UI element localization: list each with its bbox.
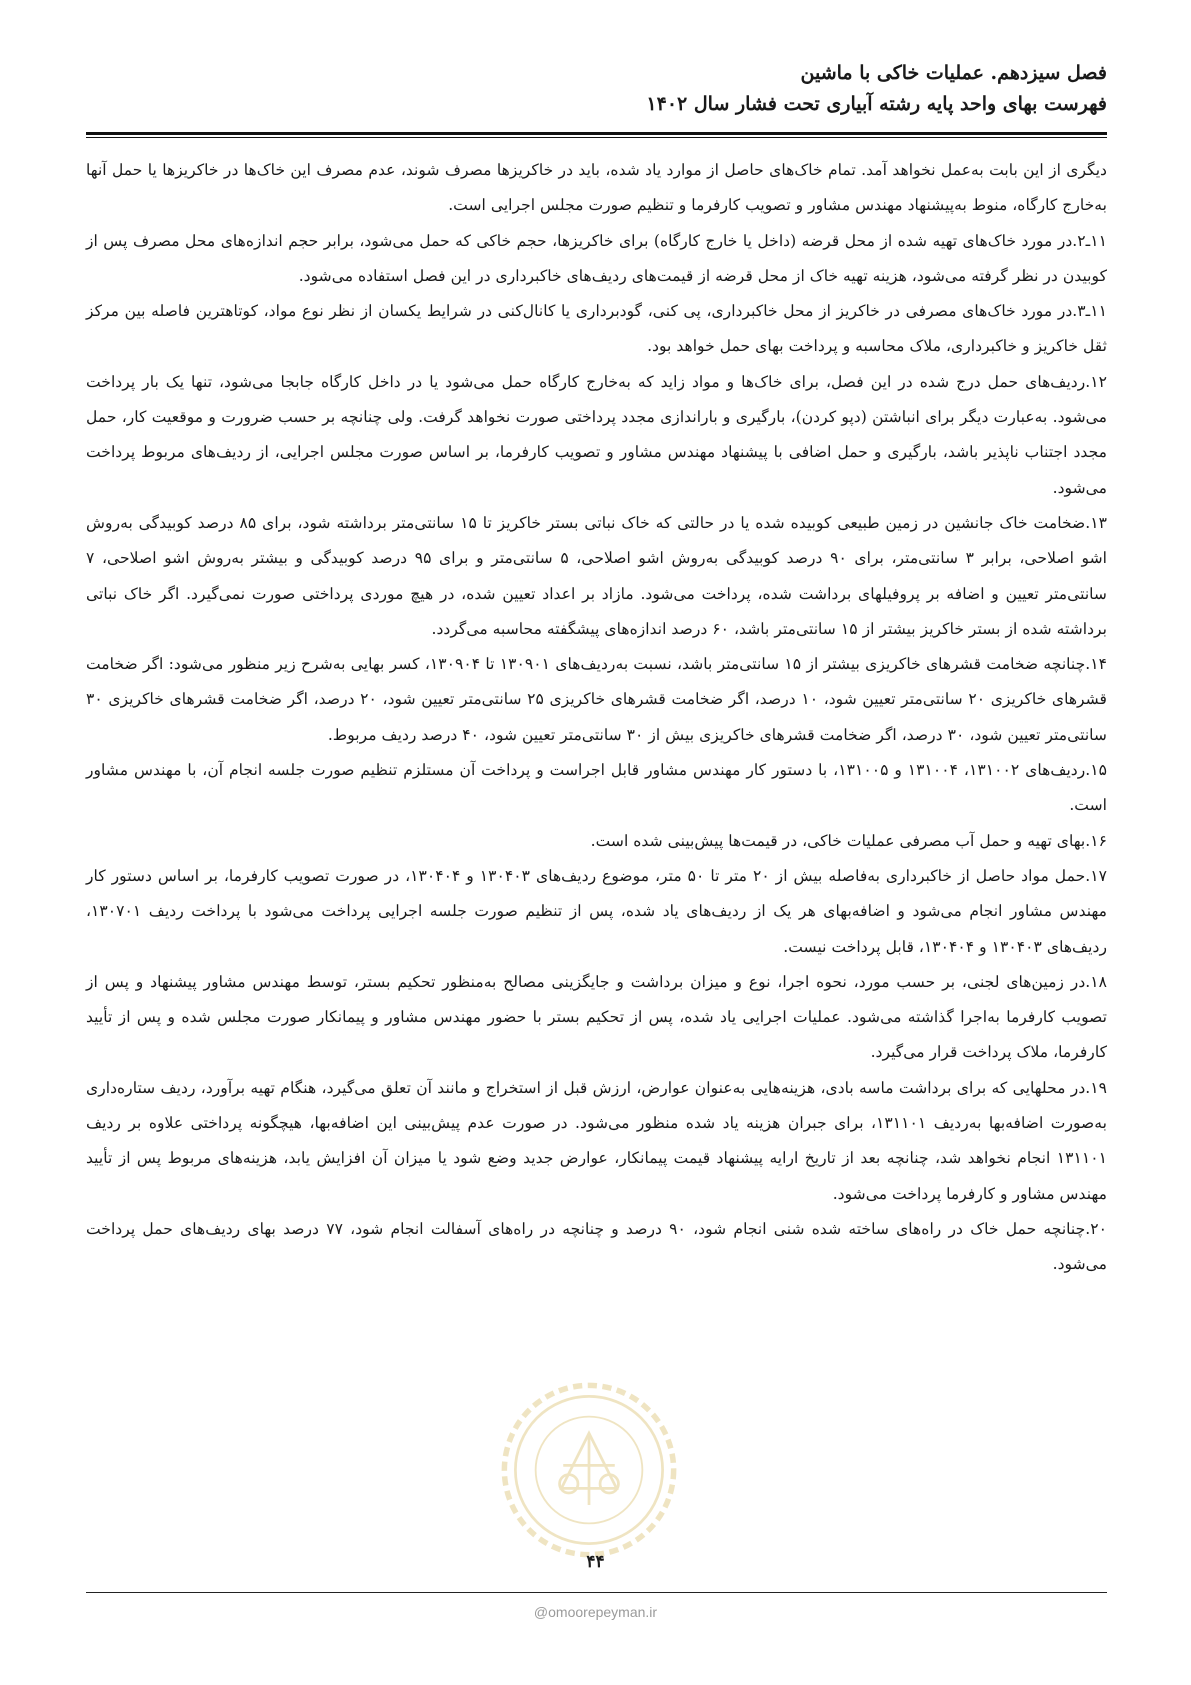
paragraph-18: ۱۸.در زمین‌های لجنی، بر حسب مورد، نحوه اجرا، نوع و میزان برداشت و جایگزینی مصالح به‌منظور تحکیم بستر، توسط مهندس مشاور پیشنهاد و پس از تصویب کارفرما به‌اجرا گذاشته می‌شود. عملیات اجرایی یاد شده، پس از تحکیم بستر با حضور مهندس مشاور و پیمانکار صورت مجلس شده و پس از تأیید کارفرما، ملاک پرداخت قرار می‌گیرد.	[86, 972, 1107, 1062]
paragraph-13: ۱۳.ضخامت خاک جانشین در زمین طبیعی کوبیده شده یا در حالتی که خاک نباتی بستر خاکریز تا ۱۵ سانتی‌متر برداشته شود، برای ۸۵ درصد کوبیدگی به‌روش اشو اصلاحی، برابر ۳ سانتی‌متر، برای ۹۰ درصد کوبیدگی به‌روش اشو اصلاحی، ۵ سانتی‌متر و برای ۹۵ درصد کوبیدگی و بیشتر به‌روش اشو اصلاحی، ۷ سانتی‌متر تعیین و اضافه بر پروفیلهای برداشت شده، پرداخت می‌شود. مازاد بر اعداد تعیین شده، در هیچ موردی پرداختی صورت نمی‌گیرد. اگر خاک نباتی برداشته شده از بستر خاکریز بیشتر از ۱۵ سانتی‌متر باشد، ۶۰ درصد اندازه‌های پیشگفته محاسبه می‌گردد.	[86, 513, 1108, 638]
paragraph-14: ۱۴.چنانچه ضخامت قشرهای خاکریزی بیشتر از ۱۵ سانتی‌متر باشد، نسبت به‌ردیف‌های ۱۳۰۹۰۱ تا ۱۳۰۹۰۴، کسر بهایی به‌شرح زیر منظور می‌شود: اگر ضخامت قشرهای خاکریزی ۲۰ سانتی‌متر تعیین شود، ۱۰ درصد، اگر ضخامت قشرهای خاکریزی ۲۵ سانتی‌متر تعیین شود، ۲۰ درصد، اگر ضخامت قشرهای خاکریزی ۳۰ سانتی‌متر تعیین شود، ۳۰ درصد، اگر ضخامت قشرهای خاکریزی بیش از ۳۰ سانتی‌متر تعیین شود، ۴۰ درصد ردیف مربوط.	[86, 655, 1108, 744]
page-header	[86, 58, 1107, 120]
paragraph-17: ۱۷.حمل مواد حاصل از خاکبرداری به‌فاصله بیش از ۲۰ متر تا ۵۰ متر، موضوع ردیف‌های ۱۳۰۴۰۳ و ۱۳۰۴۰۴، در صورت تصویب کارفرما، بر اساس دستور کار مهندس مشاور انجام می‌شود و اضافه‌بهای هر یک از ردیف‌های یاد شده، پس از تنظیم صورت جلسه اجرایی پرداخت می‌شود با پرداخت ردیف ۱۳۰۷۰۱، ردیف‌های ۱۳۰۴۰۳ و ۱۳۰۴۰۴، قابل پرداخت نیست.	[86, 866, 1107, 956]
paragraph-19: ۱۹.در محلهایی که برای برداشت ماسه بادی، هزینه‌هایی به‌عنوان عوارض، ارزش قبل از استخراج و مانند آن تعلق می‌گیرد، هنگام تهیه برآورد، ردیف ستاره‌داری به‌صورت اضافه‌بها به‌ردیف ۱۳۱۱۰۱، برای جبران هزینه یاد شده منظور می‌شود. در صورت عدم پیش‌بینی این اضافه‌بها، هیچگونه پرداختی علاوه بر ردیف ۱۳۱۱۰۱ انجام نخواهد شد، چنانچه بعد از تاریخ ارایه پیشنهاد قیمت پیمانکار، عوارض جدید وضع شود یا میزان آن افزایش یابد، هزینه‌های مربوط پس از تأیید مهندس مشاور و کارفرما پرداخت می‌شود.	[86, 1078, 1107, 1203]
chapter-title: فصل سیزدهم. عملیات خاکی با ماشین	[800, 62, 1107, 84]
paragraph-continuation: دیگری از این بابت به‌عمل نخواهد آمد. تمام خاک‌های حاصل از موارد یاد شده، باید در خاکریزها مصرف شوند، عدم مصرف این خاک‌ها در خاکریزها یا حمل آنها به‌خارج کارگاه، منوط به‌پیشنهاد مهندس مشاور و تصویب کارفرما و تنظیم صورت مجلس اجرایی است.	[86, 161, 1107, 215]
paragraph-11-2: ۱۱ـ۲.در مورد خاک‌های تهیه شده از محل قرضه (داخل یا خارج کارگاه) برای خاکریزها، حجم خاکی که حمل می‌شود، برابر حجم اندازه‌های محل مصرف پس از کوبیدن در نظر گرفته می‌شود، هزینه تهیه خاک از محل قرضه از قیمت‌های ردیف‌های خاکبرداری در این فصل استفاده می‌شود.	[86, 231, 1107, 285]
paragraph-11-3: ۱۱ـ۳.در مورد خاک‌های مصرفی در خاکریز از محل خاکبرداری، پی کنی، گودبرداری یا کانال‌کنی در شرایط یکسان از نظر نوع مواد، کوتاهترین فاصله بین مرکز ثقل خاکریز و خاکبرداری، ملاک محاسبه و پرداخت بهای حمل خواهد بود.	[86, 302, 1107, 356]
omoore-peyman-seal-icon	[497, 1378, 681, 1562]
paragraph-12: ۱۲.ردیف‌های حمل درج شده در این فصل، برای خاک‌ها و مواد زاید که به‌خارج کارگاه حمل می‌شود یا در داخل کارگاه جابجا می‌شود، تنها یک بار پرداخت می‌شود. به‌عبارت دیگر برای انباشتن (دپو کردن)، بارگیری و باراندازی مجدد پرداختی صورت نخواهد گرفت. ولی چنانچه بر حسب ضرورت و موقعیت کار، حمل مجدد اجتناب ناپذیر باشد، بارگیری و حمل اضافی با پیشنهاد مهندس مشاور و تصویب کارفرما، بر اساس صورت مجلس اجرایی، از ردیف‌های مربوط پرداخت می‌شود.	[86, 372, 1107, 497]
paragraph-15: ۱۵.ردیف‌های ۱۳۱۰۰۲، ۱۳۱۰۰۴ و ۱۳۱۰۰۵، با دستور کار مهندس مشاور قابل اجراست و پرداخت آن مستلزم تنظیم صورت جلسه انجام آن، با مهندس مشاور است.	[86, 761, 1107, 815]
footer-website: @omoorepeyman.ir	[533, 1604, 658, 1620]
book-title: فهرست بهای واحد پایه رشته آبیاری تحت فشار سال ۱۴۰۲	[646, 93, 1107, 115]
body-text	[86, 153, 1107, 1283]
paragraph-16: ۱۶.بهای تهیه و حمل آب مصرفی عملیات خاکی، در قیمت‌ها پیش‌بینی شده است.	[590, 831, 1107, 850]
header-rule-thick	[86, 132, 1107, 135]
footer-rule	[86, 1592, 1107, 1593]
header-rule-thin	[86, 137, 1107, 138]
paragraph-20: ۲۰.چنانچه حمل خاک در راه‌های ساخته شده شنی انجام شود، ۹۰ درصد و چنانچه در راه‌های آسفالت انجام شود، ۷۷ درصد بهای ردیف‌های حمل پرداخت می‌شود.	[86, 1219, 1108, 1274]
page-number: ۴۴	[586, 1552, 605, 1572]
